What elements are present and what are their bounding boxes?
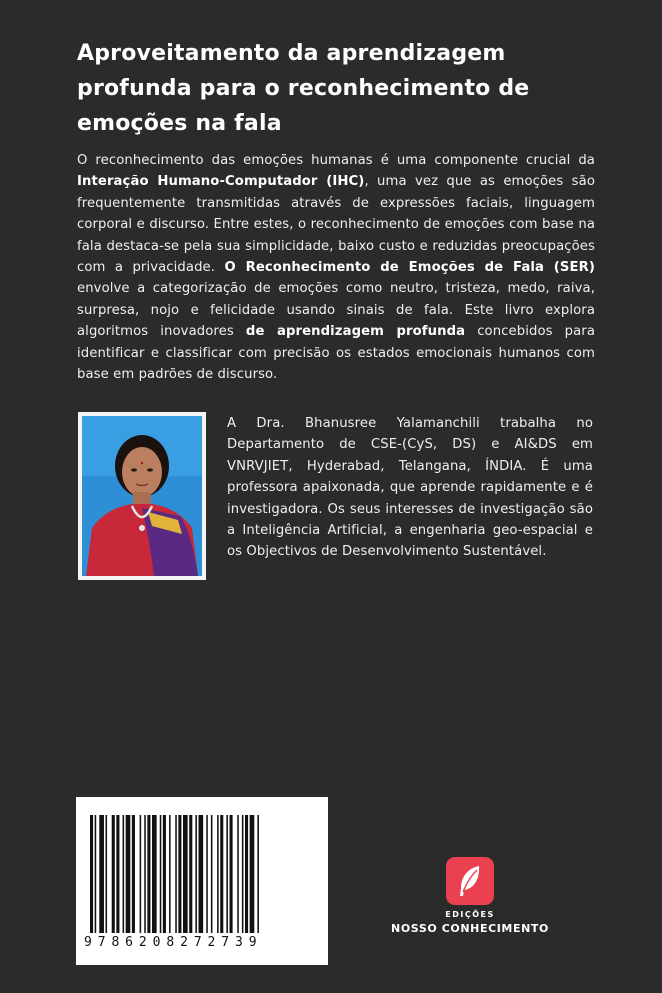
barcode-bar [132, 815, 135, 933]
barcode-bar [242, 815, 244, 933]
barcode-bar [90, 815, 93, 933]
barcode-bar [116, 815, 119, 933]
barcode-bar [160, 815, 162, 933]
barcode-bar [195, 815, 197, 933]
barcode-bar [245, 815, 248, 933]
description-segment: concebidos para identificar e classificar com precisão os estados emocionais humanos com base em padrões de discurso. [77, 324, 596, 383]
barcode-bar [175, 815, 177, 933]
barcode-bar [206, 815, 208, 933]
book-title: Aproveitamento da aprendizagem profunda para o reconhecimento de emoções na fala [77, 41, 530, 136]
quill-feather-icon [446, 857, 494, 905]
barcode-bars [90, 815, 314, 935]
barcode-bar [237, 815, 239, 933]
barcode-bar [147, 815, 150, 933]
barcode-bar [144, 815, 146, 933]
barcode-bar [123, 815, 125, 933]
barcode-bar [169, 815, 171, 933]
barcode-bar [112, 815, 115, 933]
barcode-bar [226, 815, 228, 933]
barcode-bar [140, 815, 142, 933]
barcode-bar [183, 815, 188, 933]
barcode-bar [250, 815, 255, 933]
barcode-bar [211, 815, 213, 933]
description-highlight: de aprendizagem profunda [245, 324, 466, 340]
barcode-bar [217, 815, 219, 933]
publisher-logo [446, 857, 494, 905]
barcode-bar [230, 815, 233, 933]
barcode-bar [199, 815, 204, 933]
barcode-bar [178, 815, 181, 933]
publisher-name-bottom: NOSSO CONHECIMENTO [391, 922, 549, 935]
author-bio: A Dra. Bhanusree Yalamanchili trabalha no Departamento de CSE-(CyS, DS) e AI&DS em VNRVJIET, Hyderabad, Telangana, ÍNDIA. É uma professora apaixonada, que aprende rapidamente e é investigadora. Os seus interesses de investigação são a Inteligência Artificial, a engenharia geo-espacial e os Objectivos de Desenvolvimento Sustentável. [227, 416, 593, 560]
barcode-bar [257, 815, 259, 933]
description-highlight: Interação Humano-Computador (IHC) [77, 174, 365, 190]
book-description [77, 150, 595, 385]
description-segment: O reconhecimento das emoções humanas é uma componente crucial da [77, 153, 595, 168]
author-photo [78, 412, 206, 580]
description-segment: , uma vez que as emoções são frequentemente transmitidas através de expressões faciais, linguagem corporal e discurso. Entre estes, o reconhecimento de emoções com base na fala destaca-se pela sua simplicidade, baixo custo e reduzidas preocupações com a privacidade. [77, 174, 595, 276]
isbn-digits: 9786208272739 [84, 935, 263, 950]
description-highlight: O Reconhecimento de Emoções de Fala (SER) [224, 260, 595, 276]
description-segment: envolve a categorização de emoções como neutro, tristeza, medo, raiva, surpresa, nojo e felicidade usando sinais de fala. Este livro explora algoritmos inovadores [77, 281, 595, 340]
barcode-bar [99, 815, 104, 933]
barcode-bar [220, 815, 223, 933]
barcode-bar [189, 815, 192, 933]
barcode-bar [126, 815, 131, 933]
barcode-bar [152, 815, 157, 933]
author-portrait-image [82, 416, 202, 576]
barcode-bar [163, 815, 166, 933]
barcode-bar [95, 815, 97, 933]
isbn-barcode [76, 797, 328, 965]
barcode-bar [106, 815, 108, 933]
publisher-name-top: EDIÇÕES [445, 910, 495, 919]
